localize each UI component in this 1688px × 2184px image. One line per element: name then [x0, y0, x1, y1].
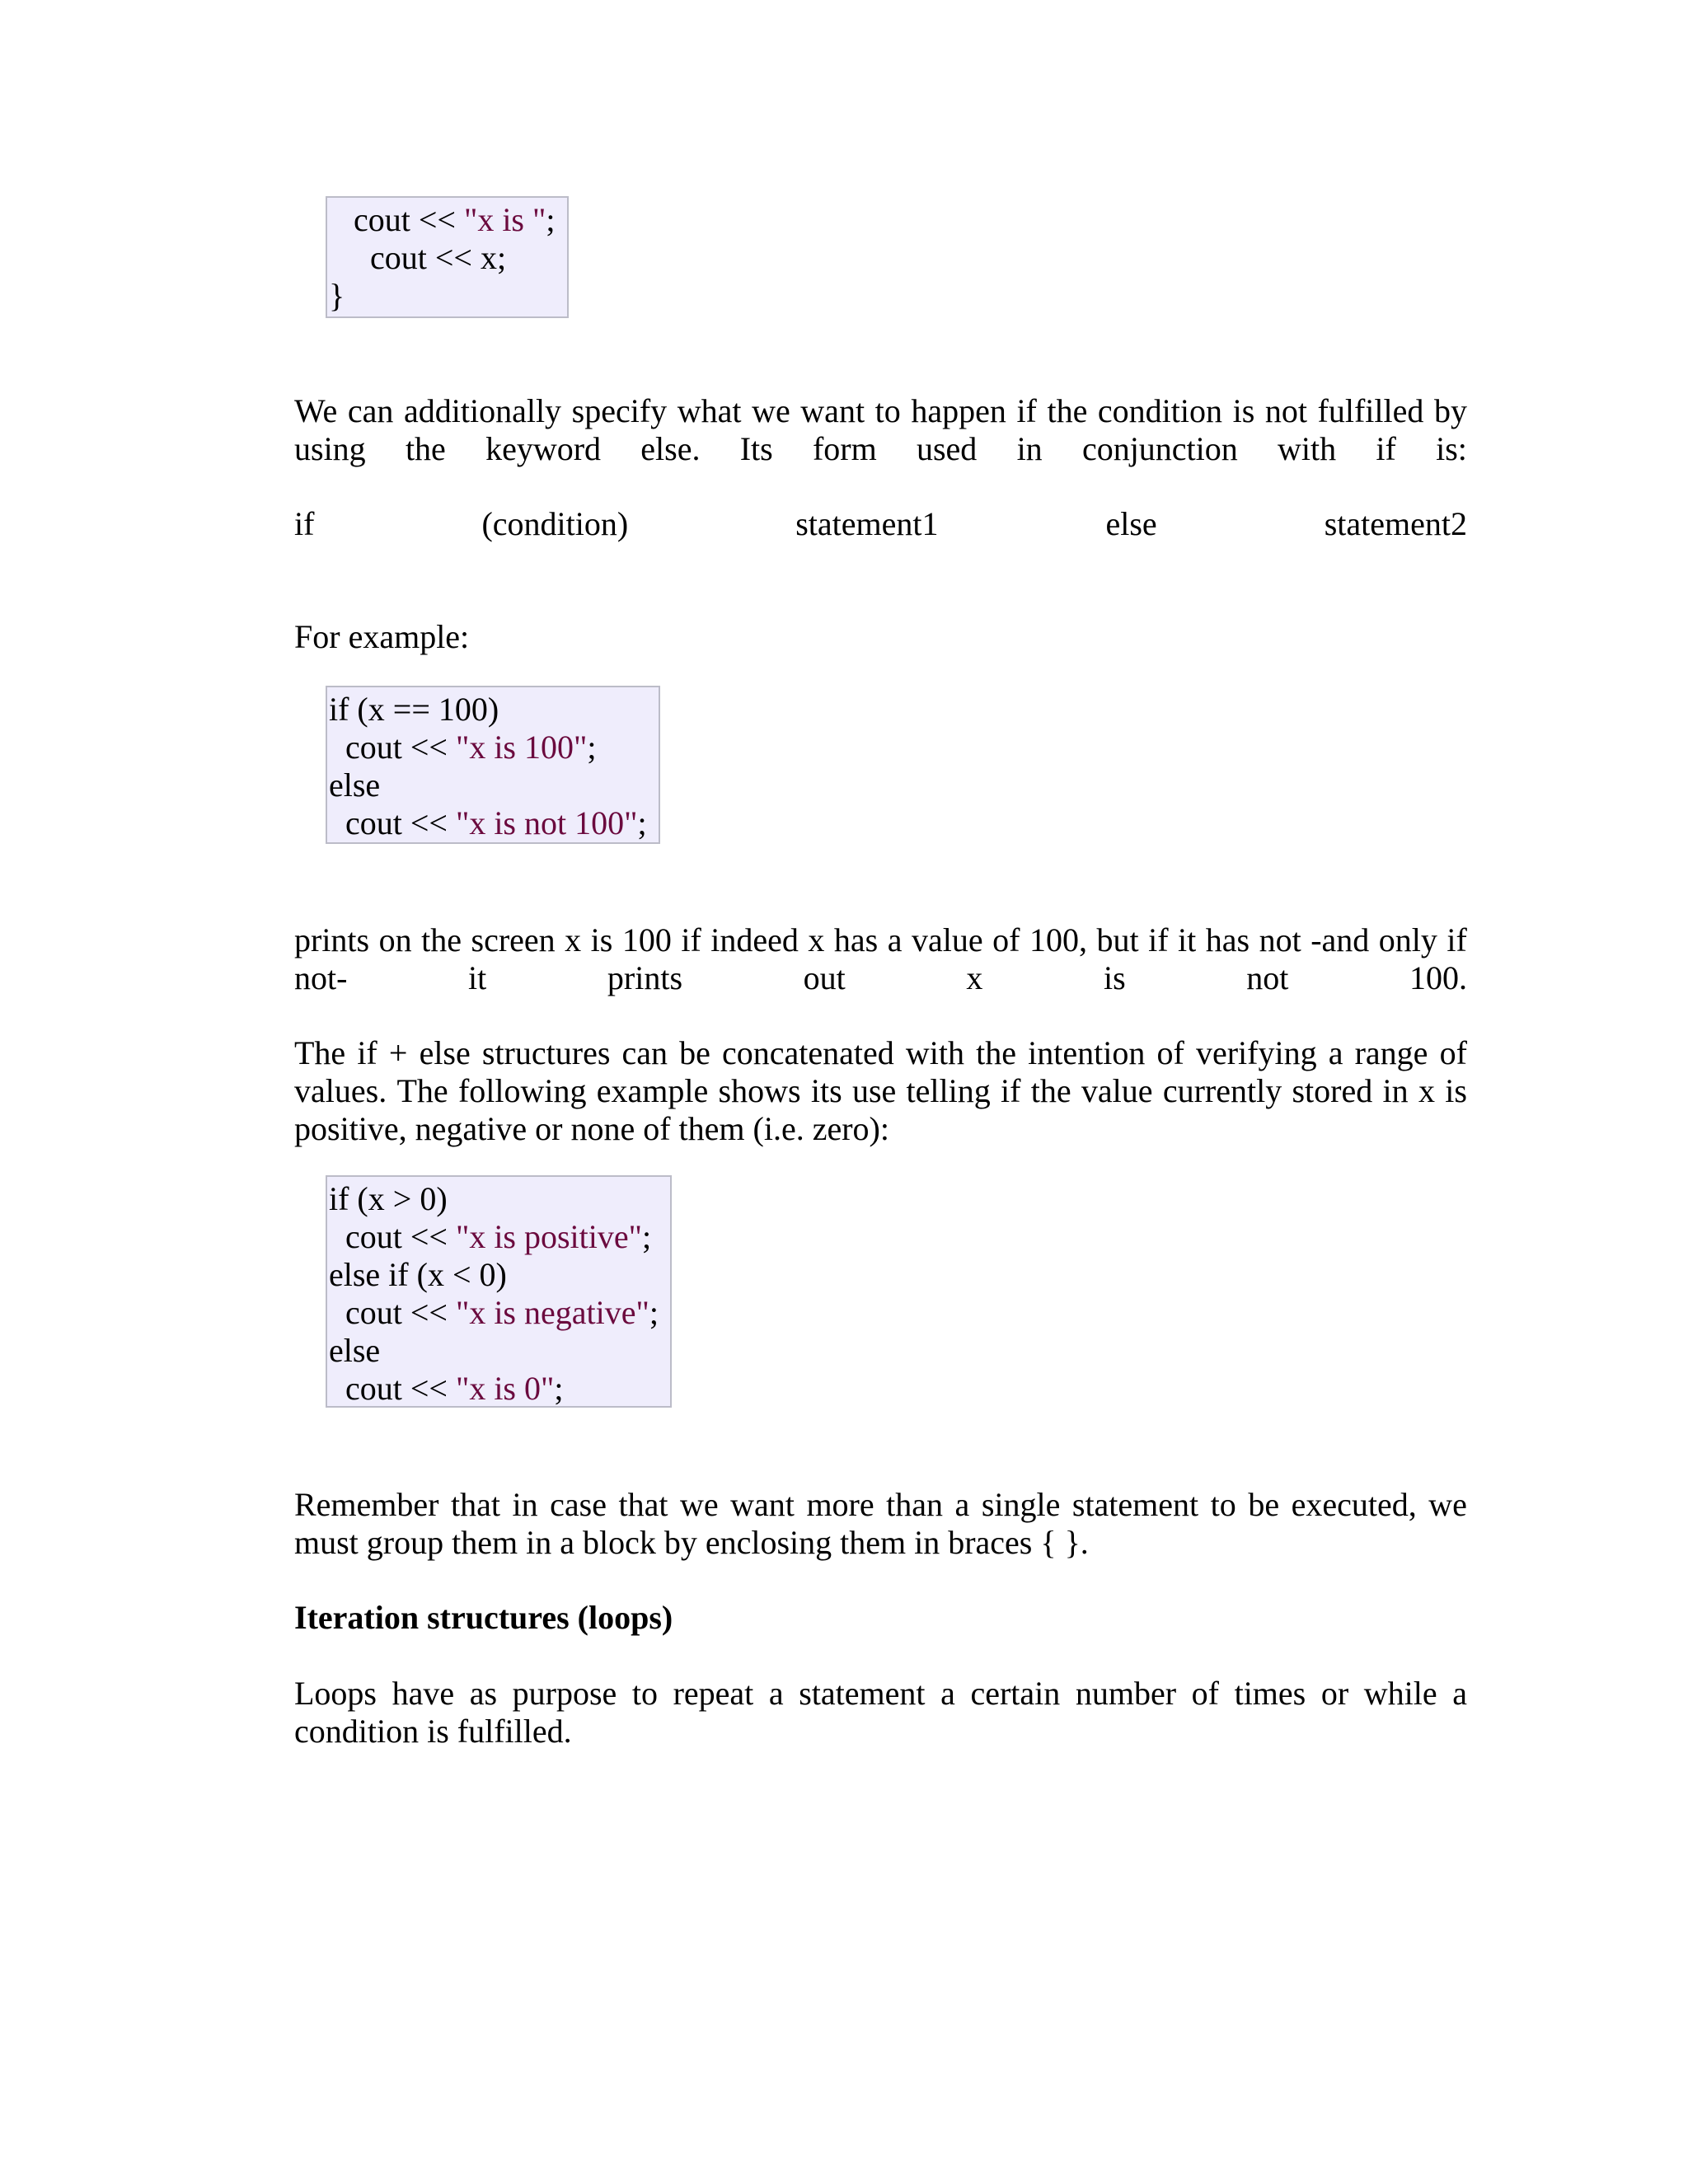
word: not [1259, 921, 1301, 958]
code-punct: ; [637, 804, 647, 841]
paragraph-loops [294, 1675, 1467, 1750]
word: specify [571, 392, 668, 429]
word: prints [294, 921, 370, 958]
code-block-if-elseif [326, 1175, 672, 1408]
word: on [378, 921, 412, 958]
paragraph-line [294, 430, 1467, 468]
section-heading-loops: Iteration structures (loops) [294, 1599, 673, 1636]
word: in [1016, 430, 1043, 467]
word: we [680, 1486, 719, 1523]
word: Loops [294, 1675, 377, 1712]
paragraph-line: positive, negative or none of them (i.e. zero): [294, 1110, 889, 1147]
word: prints [607, 959, 683, 996]
word: but [1096, 921, 1139, 958]
word: happen [911, 392, 1006, 429]
word: if [1376, 430, 1396, 467]
paragraph-concatenated [294, 1034, 1467, 1148]
code-line: if (x > 0) [329, 1180, 448, 1217]
code-punct: ; [546, 201, 556, 238]
word: to [631, 1675, 658, 1712]
paragraph-line [294, 959, 1467, 997]
word: use [851, 1072, 897, 1109]
paragraph-line: must group them in a block by enclosing them in braces { }. [294, 1524, 1089, 1561]
code-punct: ; [554, 1370, 564, 1407]
code-block-if-else [326, 686, 660, 844]
word: range [1354, 1034, 1428, 1071]
code-line: else [329, 766, 381, 804]
word: indeed [710, 921, 799, 958]
word: by [1433, 392, 1467, 429]
paragraph-line [294, 921, 1467, 959]
word: the [405, 430, 446, 467]
code-line: } [329, 277, 345, 314]
word: 100. [1409, 959, 1467, 996]
word: to [1210, 1486, 1236, 1523]
word: of [1156, 1034, 1184, 1071]
word: shows [718, 1072, 801, 1109]
word: single [981, 1486, 1061, 1523]
word: purpose [512, 1675, 617, 1712]
code-line: cout << "x is "; [354, 201, 556, 238]
word: example [596, 1072, 709, 1109]
word: of [1191, 1675, 1219, 1712]
word: 100 [621, 921, 672, 958]
word: is: [1436, 430, 1467, 467]
code-punct: ; [649, 1294, 659, 1331]
word: of [1439, 1034, 1467, 1071]
code-block-cout-x [326, 196, 569, 318]
word: Remember [294, 1486, 439, 1523]
word: The [396, 1072, 448, 1109]
word: it [468, 959, 487, 996]
word: screen [471, 921, 556, 958]
word: of [992, 921, 1020, 958]
word: x [808, 921, 825, 958]
word: x [966, 959, 983, 996]
word: if [1148, 921, 1169, 958]
word: statement1 [795, 505, 939, 542]
word: the [1030, 1072, 1071, 1109]
word: to [874, 392, 901, 429]
word: not- [294, 959, 348, 996]
word: while [1363, 1675, 1437, 1712]
word: has [833, 921, 879, 958]
word: in [512, 1486, 538, 1523]
word: 100, [1029, 921, 1087, 958]
word: We [294, 392, 338, 429]
word: or [1320, 1675, 1349, 1712]
word: that [451, 1486, 500, 1523]
code-line: if (x == 100) [329, 691, 499, 728]
word: out [803, 959, 846, 996]
word: value [1081, 1072, 1153, 1109]
code-line: cout << x; [354, 239, 507, 276]
word: x [1418, 1072, 1435, 1109]
word: a [768, 1675, 784, 1712]
code-string: "x is positive" [455, 1218, 642, 1255]
word: else [419, 1034, 471, 1071]
word: the [421, 921, 462, 958]
paragraph-else-intro [294, 392, 1467, 468]
word: using [294, 430, 366, 467]
code-string: "x is negative" [455, 1294, 649, 1331]
word: number [1075, 1675, 1177, 1712]
word: case [550, 1486, 607, 1523]
word: only [1378, 921, 1437, 958]
word: form [812, 430, 877, 467]
word: it [1178, 921, 1197, 958]
word: if [294, 505, 315, 542]
word: is [1232, 392, 1255, 429]
word: Its [739, 430, 773, 467]
word: more [806, 1486, 874, 1523]
word: condition [1097, 392, 1222, 429]
word: we [1428, 1486, 1467, 1523]
word: the [976, 1034, 1017, 1071]
word: its [810, 1072, 842, 1109]
code-punct: ; [587, 729, 597, 766]
paragraph-prints [294, 921, 1467, 997]
paragraph-line [294, 1486, 1467, 1524]
word: The [294, 1034, 346, 1071]
word: not [1246, 959, 1289, 996]
word: in [1382, 1072, 1409, 1109]
word: have [392, 1675, 455, 1712]
word: than [886, 1486, 944, 1523]
paragraph-line [294, 1034, 1467, 1072]
code-string: "x is 100" [455, 729, 588, 766]
word: can [621, 1034, 668, 1071]
paragraph-line [294, 1675, 1467, 1713]
word: conjunction [1081, 430, 1238, 467]
word: else. [640, 430, 701, 467]
word: be [1248, 1486, 1280, 1523]
code-line: cout << "x is 100"; [345, 729, 597, 766]
code-line: else if (x < 0) [329, 1256, 507, 1293]
word: verifying [1195, 1034, 1317, 1071]
syntax-line [294, 505, 1467, 543]
code-line: cout << "x is positive"; [345, 1218, 652, 1255]
word: statement [799, 1675, 926, 1712]
word: we [752, 392, 790, 429]
word: times [1234, 1675, 1306, 1712]
word: if [1001, 1072, 1021, 1109]
word: if [681, 921, 701, 958]
word: a [887, 921, 903, 958]
word: is [1445, 1072, 1467, 1109]
word: a [940, 1675, 955, 1712]
paragraph-line [294, 392, 1467, 430]
word: -and [1311, 921, 1370, 958]
word: repeat [673, 1675, 754, 1712]
word: not [1264, 392, 1307, 429]
word: executed, [1291, 1486, 1417, 1523]
word: + [388, 1034, 408, 1071]
word: what [677, 392, 742, 429]
word: has [1205, 921, 1250, 958]
word: statement2 [1324, 505, 1467, 542]
code-punct: ; [641, 1218, 652, 1255]
for-example-label: For example: [294, 618, 470, 655]
code-string: "x is not 100" [455, 804, 638, 841]
word: with [905, 1034, 965, 1071]
word: a [1328, 1034, 1343, 1071]
code-string: "x is 0" [455, 1370, 555, 1407]
code-line: cout << "x is 0"; [345, 1370, 564, 1407]
word: additionally [403, 392, 562, 429]
word: be [679, 1034, 710, 1071]
word: with [1278, 430, 1337, 467]
word: the [1047, 392, 1088, 429]
word: keyword [485, 430, 602, 467]
paragraph-remember [294, 1486, 1467, 1562]
code-line: cout << "x is not 100"; [345, 804, 647, 841]
word: certain [970, 1675, 1061, 1712]
word: following [457, 1072, 587, 1109]
paragraph-line [294, 1072, 1467, 1110]
word: if [357, 1034, 377, 1071]
word: telling [906, 1072, 991, 1109]
code-string: "x is " [463, 201, 546, 238]
code-line: else [329, 1332, 381, 1369]
word: used [916, 430, 978, 467]
word: is [590, 921, 613, 958]
word: that [618, 1486, 668, 1523]
word: as [469, 1675, 498, 1712]
word: value [912, 921, 983, 958]
word: x [565, 921, 582, 958]
word: want [730, 1486, 795, 1523]
word: structures [481, 1034, 611, 1071]
word: fulfilled [1317, 392, 1424, 429]
word: can [347, 392, 394, 429]
word: (condition) [481, 505, 629, 542]
word: statement [1071, 1486, 1199, 1523]
word: a [1452, 1675, 1467, 1712]
word: values. [294, 1072, 387, 1109]
word: want [800, 392, 865, 429]
word: else [1105, 505, 1157, 542]
word: intention [1028, 1034, 1146, 1071]
word: is [1103, 959, 1126, 996]
code-line: cout << "x is negative"; [345, 1294, 659, 1331]
word: stored [1292, 1072, 1373, 1109]
word: if [1016, 392, 1037, 429]
word: currently [1162, 1072, 1282, 1109]
word: concatenated [722, 1034, 894, 1071]
syntax-words [294, 505, 1467, 543]
paragraph-line: condition is fulfilled. [294, 1713, 572, 1750]
word: if [1447, 921, 1467, 958]
word: a [954, 1486, 970, 1523]
